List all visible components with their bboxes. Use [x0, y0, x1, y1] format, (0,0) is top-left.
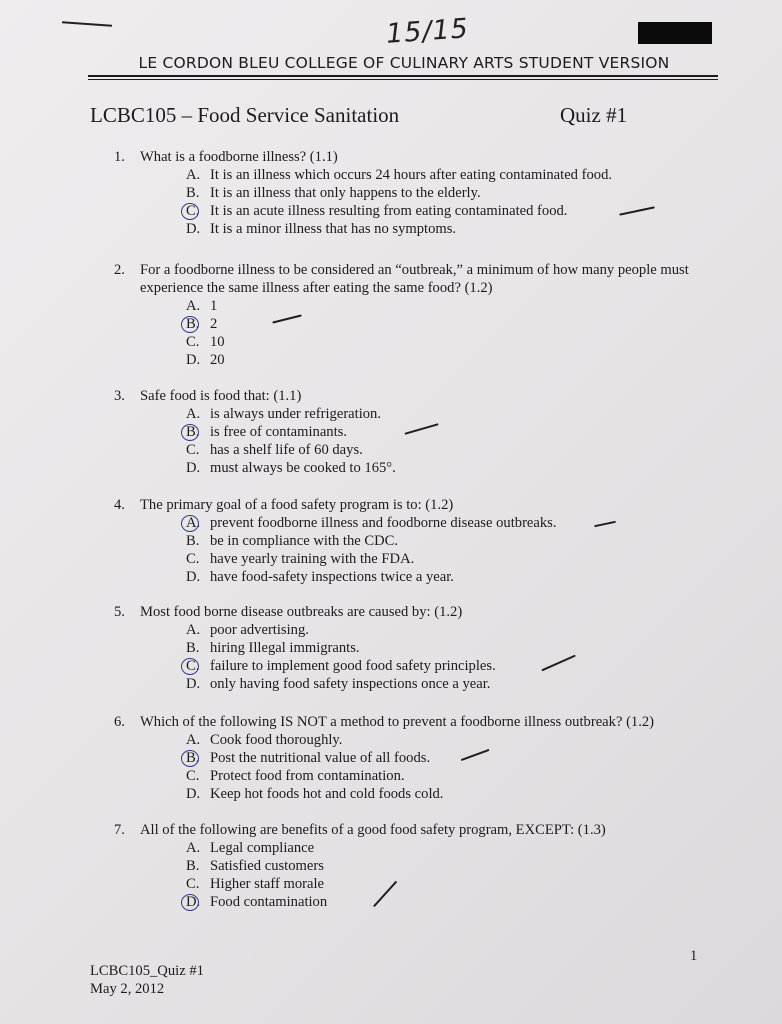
option-text: It is an illness which occurs 24 hours after eating contaminated food. — [210, 167, 613, 183]
option-d[interactable] — [186, 459, 714, 477]
option-c[interactable] — [186, 441, 714, 459]
option-d[interactable] — [186, 785, 714, 803]
answer-circle-mark — [181, 515, 199, 532]
answer-options — [186, 297, 714, 369]
question-number: 4. — [114, 497, 125, 513]
option-letter: C. — [186, 658, 200, 674]
answer-options — [186, 405, 714, 477]
option-b-selected[interactable] — [186, 423, 714, 441]
handwritten-score: 15/15 — [385, 13, 470, 50]
option-text: It is a minor illness that has no symptoms. — [210, 221, 457, 237]
question-4 — [114, 496, 714, 586]
option-letter: B. — [186, 185, 200, 201]
page-number: 1 — [690, 948, 698, 964]
option-b[interactable] — [186, 532, 714, 550]
option-letter: A. — [186, 840, 201, 856]
question-3 — [114, 387, 714, 477]
option-letter: C. — [186, 876, 200, 892]
option-letter: D. — [186, 786, 201, 802]
option-text: Keep hot foods hot and cold foods cold. — [210, 786, 444, 802]
option-a[interactable] — [186, 731, 714, 749]
option-letter: B. — [186, 533, 200, 549]
school-header: LE CORDON BLEU COLLEGE OF CULINARY ARTS STUDENT VERSION — [138, 54, 670, 72]
option-letter: D. — [186, 221, 201, 237]
answer-options — [186, 514, 714, 586]
option-c-selected[interactable] — [186, 657, 714, 675]
question-6 — [114, 713, 714, 803]
answer-circle-mark — [181, 658, 199, 675]
option-text: 2 — [210, 316, 218, 332]
question-text: Safe food is food that: (1.1) — [140, 388, 302, 404]
option-c[interactable] — [186, 550, 714, 568]
option-letter: D. — [186, 676, 201, 692]
option-text: be in compliance with the CDC. — [210, 533, 399, 549]
answer-circle-mark — [181, 750, 199, 767]
header-rule-thin — [88, 79, 718, 80]
option-text: hiring Illegal immigrants. — [210, 640, 360, 656]
footer-doc-id: LCBC105_Quiz #1 — [90, 963, 204, 979]
option-text: It is an illness that only happens to the elderly. — [210, 185, 481, 201]
option-a[interactable] — [186, 297, 714, 315]
option-letter: A. — [186, 622, 201, 638]
option-text: 1 — [210, 298, 218, 314]
option-letter: C. — [186, 768, 200, 784]
option-letter: C. — [186, 334, 200, 350]
option-a[interactable] — [186, 166, 714, 184]
option-a[interactable] — [186, 621, 714, 639]
option-text: 20 — [210, 352, 225, 368]
question-2 — [114, 261, 714, 369]
option-d[interactable] — [186, 568, 714, 586]
option-b[interactable] — [186, 639, 714, 657]
option-a-selected[interactable] — [186, 514, 714, 532]
option-text: 10 — [210, 334, 225, 350]
option-text: Cook food thoroughly. — [210, 732, 343, 748]
option-text: must always be cooked to 165°. — [210, 460, 396, 476]
option-text: failure to implement good food safety principles. — [210, 658, 496, 674]
option-text: poor advertising. — [210, 622, 309, 638]
answer-options — [186, 731, 714, 803]
question-text: What is a foodborne illness? (1.1) — [140, 149, 338, 165]
option-a[interactable] — [186, 839, 714, 857]
option-d[interactable] — [186, 220, 714, 238]
option-letter-wrap — [186, 315, 210, 333]
answer-options — [186, 621, 714, 693]
question-text: For a foodborne illness to be considered an “outbreak,” a minimum of how many people must experience the same illness after eating the same food? (1.2) — [140, 262, 689, 296]
option-c[interactable] — [186, 767, 714, 785]
option-letter: D. — [186, 352, 201, 368]
option-text: has a shelf life of 60 days. — [210, 442, 363, 458]
option-text: have yearly training with the FDA. — [210, 551, 415, 567]
option-letter-wrap — [186, 202, 210, 220]
option-text: Food contamination — [210, 894, 328, 910]
question-number: 6. — [114, 714, 125, 730]
option-letter-wrap — [186, 893, 210, 911]
option-c[interactable] — [186, 875, 714, 893]
option-letter-wrap — [186, 423, 210, 441]
option-text: Higher staff morale — [210, 876, 325, 892]
option-a[interactable] — [186, 405, 714, 423]
option-letter: C. — [186, 442, 200, 458]
option-letter: B. — [186, 858, 200, 874]
answer-circle-mark — [181, 894, 199, 911]
option-letter: A. — [186, 406, 201, 422]
option-text: Satisfied customers — [210, 858, 324, 874]
option-text: have food-safety inspections twice a year. — [210, 569, 454, 585]
option-d[interactable] — [186, 351, 714, 369]
question-5 — [114, 603, 714, 693]
option-letter: D. — [186, 894, 201, 910]
quiz-title: Quiz #1 — [560, 103, 628, 127]
option-text: prevent foodborne illness and foodborne disease outbreaks. — [210, 515, 557, 531]
answer-options — [186, 839, 714, 911]
question-number: 2. — [114, 262, 125, 278]
option-letter: D. — [186, 569, 201, 585]
header-rule — [88, 75, 718, 77]
answer-options — [186, 166, 714, 238]
option-letter: B. — [186, 750, 200, 766]
answer-circle-mark — [181, 203, 199, 220]
option-c[interactable] — [186, 333, 714, 351]
option-b-selected[interactable] — [186, 749, 714, 767]
pen-mark — [62, 21, 112, 26]
option-text: Legal compliance — [210, 840, 315, 856]
option-letter: A. — [186, 167, 201, 183]
option-letter: C. — [186, 551, 200, 567]
question-1 — [114, 148, 714, 238]
option-letter: B. — [186, 316, 200, 332]
question-text: Most food borne disease outbreaks are caused by: (1.2) — [140, 604, 463, 620]
question-number: 1. — [114, 149, 125, 165]
option-letter: D. — [186, 460, 201, 476]
footer — [90, 962, 204, 998]
option-letter-wrap — [186, 749, 210, 767]
option-letter: A. — [186, 515, 201, 531]
option-letter: B. — [186, 640, 200, 656]
question-number: 3. — [114, 388, 125, 404]
option-text: is free of contaminants. — [210, 424, 347, 440]
option-d[interactable] — [186, 675, 714, 693]
option-text: is always under refrigeration. — [210, 406, 382, 422]
option-letter-wrap — [186, 657, 210, 675]
redacted-name-box — [638, 22, 712, 44]
option-b[interactable] — [186, 857, 714, 875]
option-letter-wrap — [186, 514, 210, 532]
footer-date: May 2, 2012 — [90, 981, 165, 997]
question-text: The primary goal of a food safety program is to: (1.2) — [140, 497, 454, 513]
question-text: Which of the following IS NOT a method to prevent a foodborne illness outbreak? (1.2) — [140, 714, 655, 730]
option-letter: B. — [186, 424, 200, 440]
question-number: 7. — [114, 822, 125, 838]
question-text: All of the following are benefits of a good food safety program, EXCEPT: (1.3) — [140, 822, 606, 838]
option-b[interactable] — [186, 184, 714, 202]
question-7 — [114, 821, 714, 911]
answer-circle-mark — [181, 424, 199, 441]
option-text: Post the nutritional value of all foods. — [210, 750, 431, 766]
answer-circle-mark — [181, 316, 199, 333]
option-letter: C. — [186, 203, 200, 219]
option-d-selected[interactable] — [186, 893, 714, 911]
option-text: only having food safety inspections once a year. — [210, 676, 491, 692]
question-number: 5. — [114, 604, 125, 620]
option-text: Protect food from contamination. — [210, 768, 405, 784]
course-title: LCBC105 – Food Service Sanitation — [90, 103, 400, 127]
option-letter: A. — [186, 298, 201, 314]
option-letter: A. — [186, 732, 201, 748]
option-b-selected[interactable] — [186, 315, 714, 333]
option-text: It is an acute illness resulting from eating contaminated food. — [210, 203, 568, 219]
